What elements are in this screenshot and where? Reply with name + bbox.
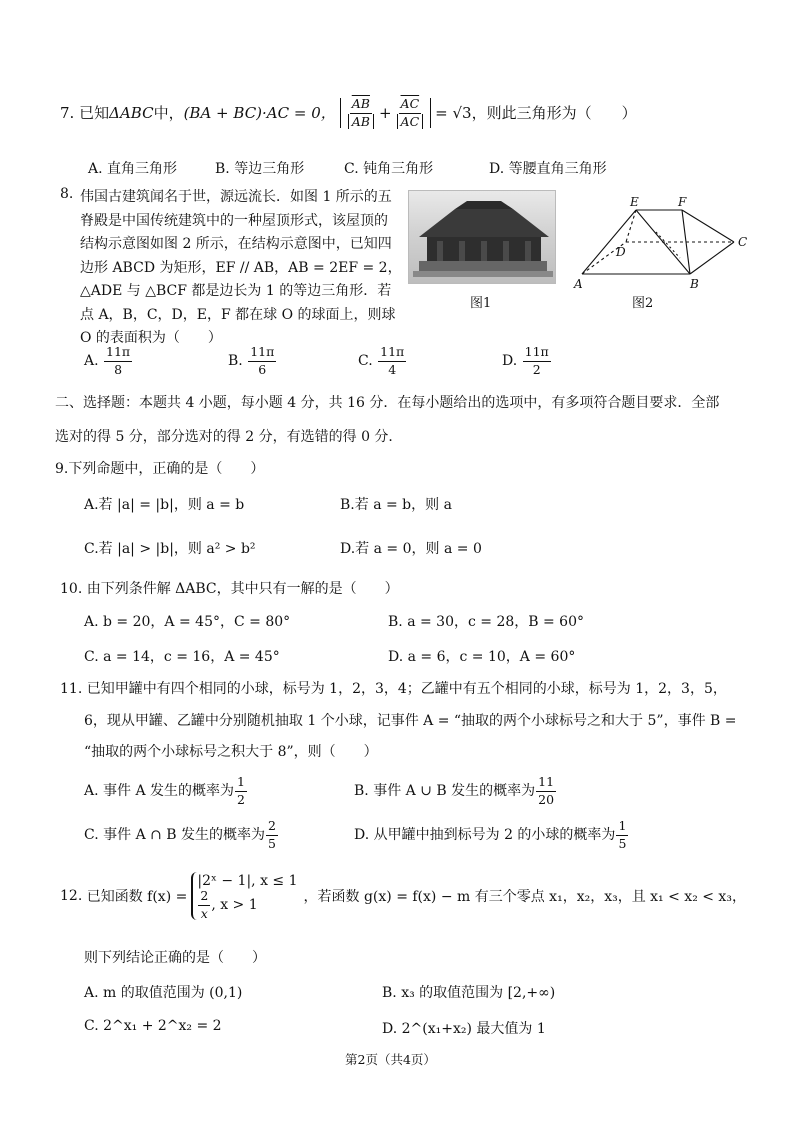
section-2-instruction-line-2: 选对的得 5 分，部分选对的得 2 分，有选错的得 0 分．: [55, 429, 403, 445]
q12-option-c: C. 2^x₁ + 2^x₂ = 2: [84, 1018, 222, 1034]
q12-line-2: 则下列结论正确的是（ ）: [84, 950, 266, 966]
fig2-label-a: A: [574, 277, 583, 291]
q11-option-c: C. 事件 A ∩ B 发生的概率为 $\frac{2}{5}$: [84, 818, 276, 851]
q8-line: 脊殿是中国传统建筑中的一种屋顶形式，该屋顶的: [80, 212, 388, 229]
q8-option-b: B. $\frac{11\pi}{6}$: [228, 344, 275, 377]
q12-option-a: A. m 的取值范围为 (0,1): [84, 985, 243, 1001]
q11-line-1: 11. 已知甲罐中有四个相同的小球，标号为 1，2，3，4；乙罐中有五个相同的小球，标号为 1，2，3，5，: [60, 681, 727, 697]
q12-option-d: D. 2^(x₁+x₂) 最大值为 1: [382, 1021, 546, 1037]
q10-stem: 10. 由下列条件解 ΔABC，其中只有一解的是（ ）: [60, 581, 399, 597]
q10-option-b: B. a = 30，c = 28，B = 60°: [388, 614, 584, 630]
q8-line: 伟国古建筑闻名于世，源远流长．如图 1 所示的五: [80, 189, 392, 205]
q7-stem-a: 已知: [79, 103, 110, 122]
hall-image: [409, 191, 555, 283]
fig2-label-c: C: [738, 235, 748, 249]
q7-option-a: A. 直角三角形: [88, 161, 178, 177]
figure-1-caption: 图1: [470, 296, 492, 311]
q8-line: 边形 ABCD 为矩形，EF // AB，AB = 2EF = 2，: [80, 259, 402, 276]
page-footer: 第2页（共4页）: [345, 1052, 436, 1067]
q11-option-a: A. 事件 A 发生的概率为 $\frac{1}{2}$: [84, 774, 245, 807]
q8-option-a: A. $\frac{11\pi}{8}$: [84, 344, 131, 377]
q12-number: 12.: [60, 888, 83, 904]
q7-condition-2-rhs: = √3: [435, 103, 472, 122]
q9-option-d: D.若 a = 0，则 a = 0: [340, 541, 482, 557]
q8-line: △ADE 与 △BCF 都是边长为 1 的等边三角形．若: [80, 283, 392, 299]
q11-option-b: B. 事件 A ∪ B 发生的概率为 $\frac{11}{20}$: [354, 774, 555, 807]
q12-option-b: B. x₃ 的取值范围为 [2,+∞): [382, 985, 556, 1001]
figure-1-photo: [408, 190, 556, 284]
figure-2-caption: 图2: [632, 296, 654, 311]
q7-triangle: ΔABC: [109, 103, 154, 122]
q12-stem-a: 已知函数 f(x) =: [86, 889, 188, 905]
q12-piece-2: $\frac{2}{x}$ , x > 1: [200, 888, 258, 921]
q8-line: 点 A，B，C，D，E，F 都在球 O 的球面上，则球: [80, 306, 396, 323]
q10-option-c: C. a = 14，c = 16，A = 45°: [84, 649, 280, 665]
q9-option-b: B.若 a = b，则 a: [340, 497, 452, 513]
fig2-label-b: B: [690, 277, 699, 291]
q8-option-d: D. $\frac{11\pi}{2}$: [502, 344, 549, 377]
fig2-label-d: D: [616, 245, 626, 259]
q11-option-d: D. 从甲罐中抽到标号为 2 的小球的概率为 $\frac{1}{5}$: [354, 818, 627, 851]
q7-stem-c: ，则此三角形为（ ）: [471, 103, 637, 122]
q9-option-a: A.若 |a| = |b|，则 a = b: [84, 497, 245, 513]
q10-option-d: D. a = 6，c = 10，A = 60°: [388, 649, 576, 665]
q12-piece-1: |2ˣ − 1|, x ≤ 1: [197, 872, 298, 889]
q7-option-b: B. 等边三角形: [215, 161, 305, 177]
q7-condition-2: $\frac{\overline{AB}}{AB}$ + $\frac{\overline{AC}}{AC}$: [340, 98, 431, 128]
figure-2-diagram: [570, 192, 756, 292]
section-2-instruction-line-1: 二、选择题：本题共 4 小题，每小题 4 分，共 16 分．在每小题给出的选项中，有多项符合题目要求．全部: [55, 395, 720, 411]
q12-stem: [60, 860, 746, 932]
q7-number: 7.: [60, 103, 75, 122]
q7-stem: [60, 88, 637, 138]
q8-option-c: C. $\frac{11\pi}{4}$: [358, 344, 405, 377]
q8-line: 结构示意图如图 2 所示，在结构示意图中，已知四: [80, 236, 392, 252]
q8-body: [80, 186, 410, 351]
q9-option-c: C.若 |a| > |b|，则 a² > b²: [84, 541, 256, 557]
q12-stem-b: ，若函数 g(x) = f(x) − m 有三个零点 x₁，x₂，x₃，且 x₁ < x₂ < x₃，: [303, 889, 746, 905]
fig2-label-e: E: [630, 195, 639, 209]
q8-line: O 的表面积为（ ）: [80, 330, 222, 346]
fig2-label-f: F: [678, 195, 687, 209]
q7-option-d: D. 等腰直角三角形: [489, 161, 607, 177]
q12-piecewise-function: [191, 872, 297, 921]
q11-line-3: “抽取的两个小球标号之积大于 8”，则（ ）: [84, 744, 378, 760]
q10-option-a: A. b = 20，A = 45°，C = 80°: [84, 614, 291, 630]
q9-stem: 9.下列命题中，正确的是（ ）: [55, 461, 265, 477]
q7-stem-b: 中，: [153, 103, 184, 122]
q8-number: 8.: [60, 186, 74, 202]
q11-line-2: 6，现从甲罐、乙罐中分别随机抽取 1 个小球，记事件 A = “抽取的两个小球标号之和大于 5”，事件 B =: [84, 713, 737, 729]
q7-option-c: C. 钝角三角形: [344, 161, 434, 177]
q7-condition-1: (BA + BC)·AC = 0，: [183, 103, 336, 122]
